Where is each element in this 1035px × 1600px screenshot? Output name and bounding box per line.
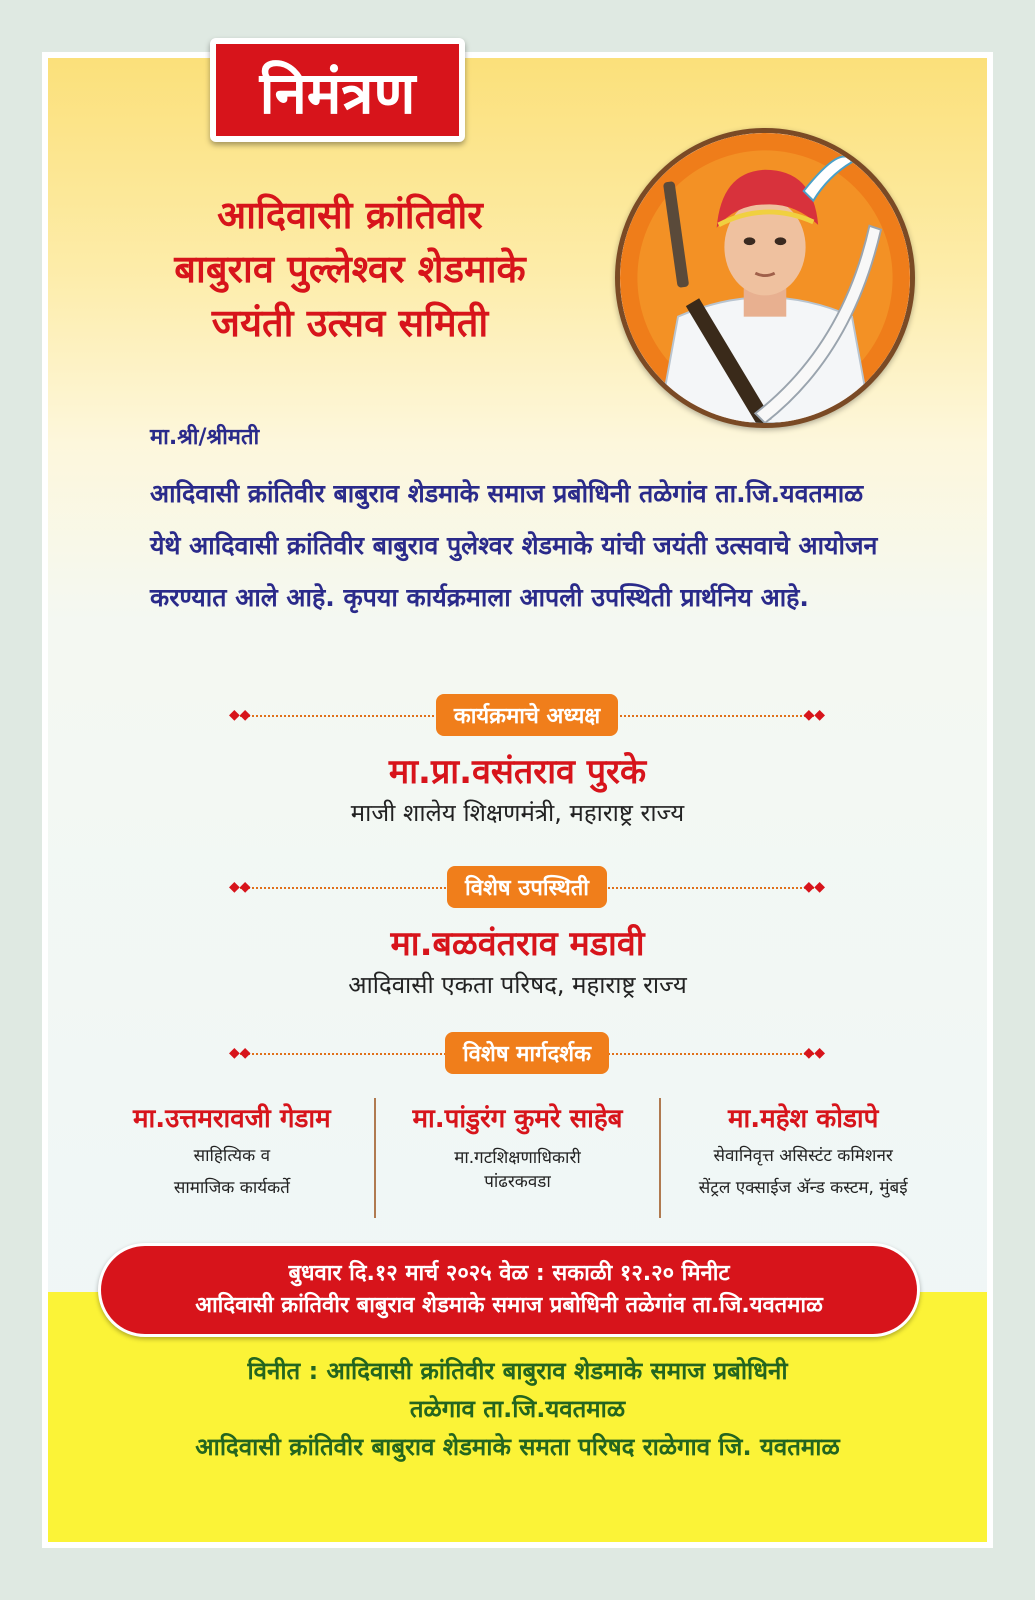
- guides-list: [90, 1098, 945, 1218]
- diamond-ornament-icon: ◆◆: [229, 1045, 251, 1061]
- guide-role: सामाजिक कार्यकर्ते: [173, 1178, 290, 1198]
- invitation-letter: [150, 420, 950, 624]
- guide-role: सेंट्रल एक्साईज अ‍ॅन्ड कस्टम, मुंबई: [698, 1178, 908, 1198]
- org-title-line-3: जयंती उत्सव समिती: [211, 301, 489, 345]
- guides-label: विशेष मार्गदर्शक: [445, 1032, 609, 1074]
- salutation: मा.श्री/श्रीमती: [150, 425, 260, 450]
- diamond-ornament-icon: ◆◆: [803, 707, 825, 723]
- president-label: कार्यक्रमाचे अध्यक्ष: [436, 694, 618, 736]
- diamond-ornament-icon: ◆◆: [803, 879, 825, 895]
- special-presence-label: विशेष उपस्थिती: [447, 866, 607, 908]
- event-datetime: बुधवार दि.१२ मार्च २०२५ वेळ : सकाळी १२.२० मिनीट: [288, 1261, 730, 1286]
- footer-hosts: [48, 1352, 987, 1466]
- letter-line-1: आदिवासी क्रांतिवीर बाबुराव शेडमाके समाज प्रबोधिनी तळेगांव ता.जि.यवतमाळ: [150, 479, 864, 508]
- guide-item: [659, 1098, 945, 1218]
- org-title-line-2: बाबुराव पुल्लेश्वर शेडमाके: [174, 247, 526, 291]
- guide-role: सेवानिवृत्त असिस्टंट कमिशनर: [713, 1146, 893, 1166]
- special-presence-block: [0, 922, 1035, 1004]
- guide-name: मा.पांडुरंग कुमरे साहेब: [412, 1104, 623, 1134]
- invitation-badge: निमंत्रण: [210, 38, 465, 142]
- portrait-image: [615, 128, 915, 428]
- guide-name: मा.उत्तमरावजी गेडाम: [133, 1104, 331, 1134]
- guide-role: मा.गटशिक्षणाधिकारी: [454, 1148, 581, 1168]
- guide-role: पांढरकवडा: [484, 1172, 551, 1192]
- diamond-ornament-icon: ◆◆: [229, 707, 251, 723]
- president-role: माजी शालेय शिक्षणमंत्री, महाराष्ट्र राज्य: [350, 799, 685, 827]
- special-presence-name: मा.बळवंतराव मडावी: [390, 924, 645, 964]
- president-block: [0, 750, 1035, 832]
- guide-item: [374, 1098, 660, 1218]
- org-title-line-1: आदिवासी क्रांतिवीर: [217, 193, 483, 237]
- letter-line-3: करण्यात आले आहे. कृपया कार्यक्रमाला आपली उपस्थिती प्रार्थनिय आहे.: [150, 583, 809, 612]
- guide-name: मा.महेश कोडापे: [728, 1104, 879, 1134]
- event-venue: आदिवासी क्रांतिवीर बाबुराव शेडमाके समाज प्रबोधिनी तळेगांव ता.जि.यवतमाळ: [195, 1293, 823, 1318]
- diamond-ornament-icon: ◆◆: [229, 879, 251, 895]
- president-name: मा.प्रा.वसंतराव पुरके: [388, 752, 647, 792]
- footer-line-1: विनीत : आदिवासी क्रांतिवीर बाबुराव शेडमाके समाज प्रबोधिनी: [247, 1357, 788, 1385]
- special-presence-section-header: [229, 864, 825, 910]
- footer-line-2: तळेगाव ता.जि.यवतमाळ: [409, 1395, 626, 1423]
- portrait-illustration: [620, 133, 910, 423]
- footer-line-3: आदिवासी क्रांतिवीर बाबुराव शेडमाके समता परिषद राळेगाव जि. यवतमाळ: [195, 1433, 840, 1461]
- letter-body: [150, 468, 950, 624]
- guide-item: [90, 1098, 374, 1218]
- organization-title: [80, 188, 620, 350]
- guides-section-header: [229, 1030, 825, 1076]
- special-presence-role: आदिवासी एकता परिषद, महाराष्ट्र राज्य: [348, 971, 687, 999]
- letter-line-2: येथे आदिवासी क्रांतिवीर बाबुराव पुलेश्वर शेडमाके यांची जयंती उत्सवाचे आयोजन: [150, 531, 878, 560]
- president-section-header: [229, 692, 825, 738]
- guide-role: साहित्यिक व: [193, 1146, 271, 1166]
- event-details-banner: [98, 1243, 920, 1337]
- diamond-ornament-icon: ◆◆: [803, 1045, 825, 1061]
